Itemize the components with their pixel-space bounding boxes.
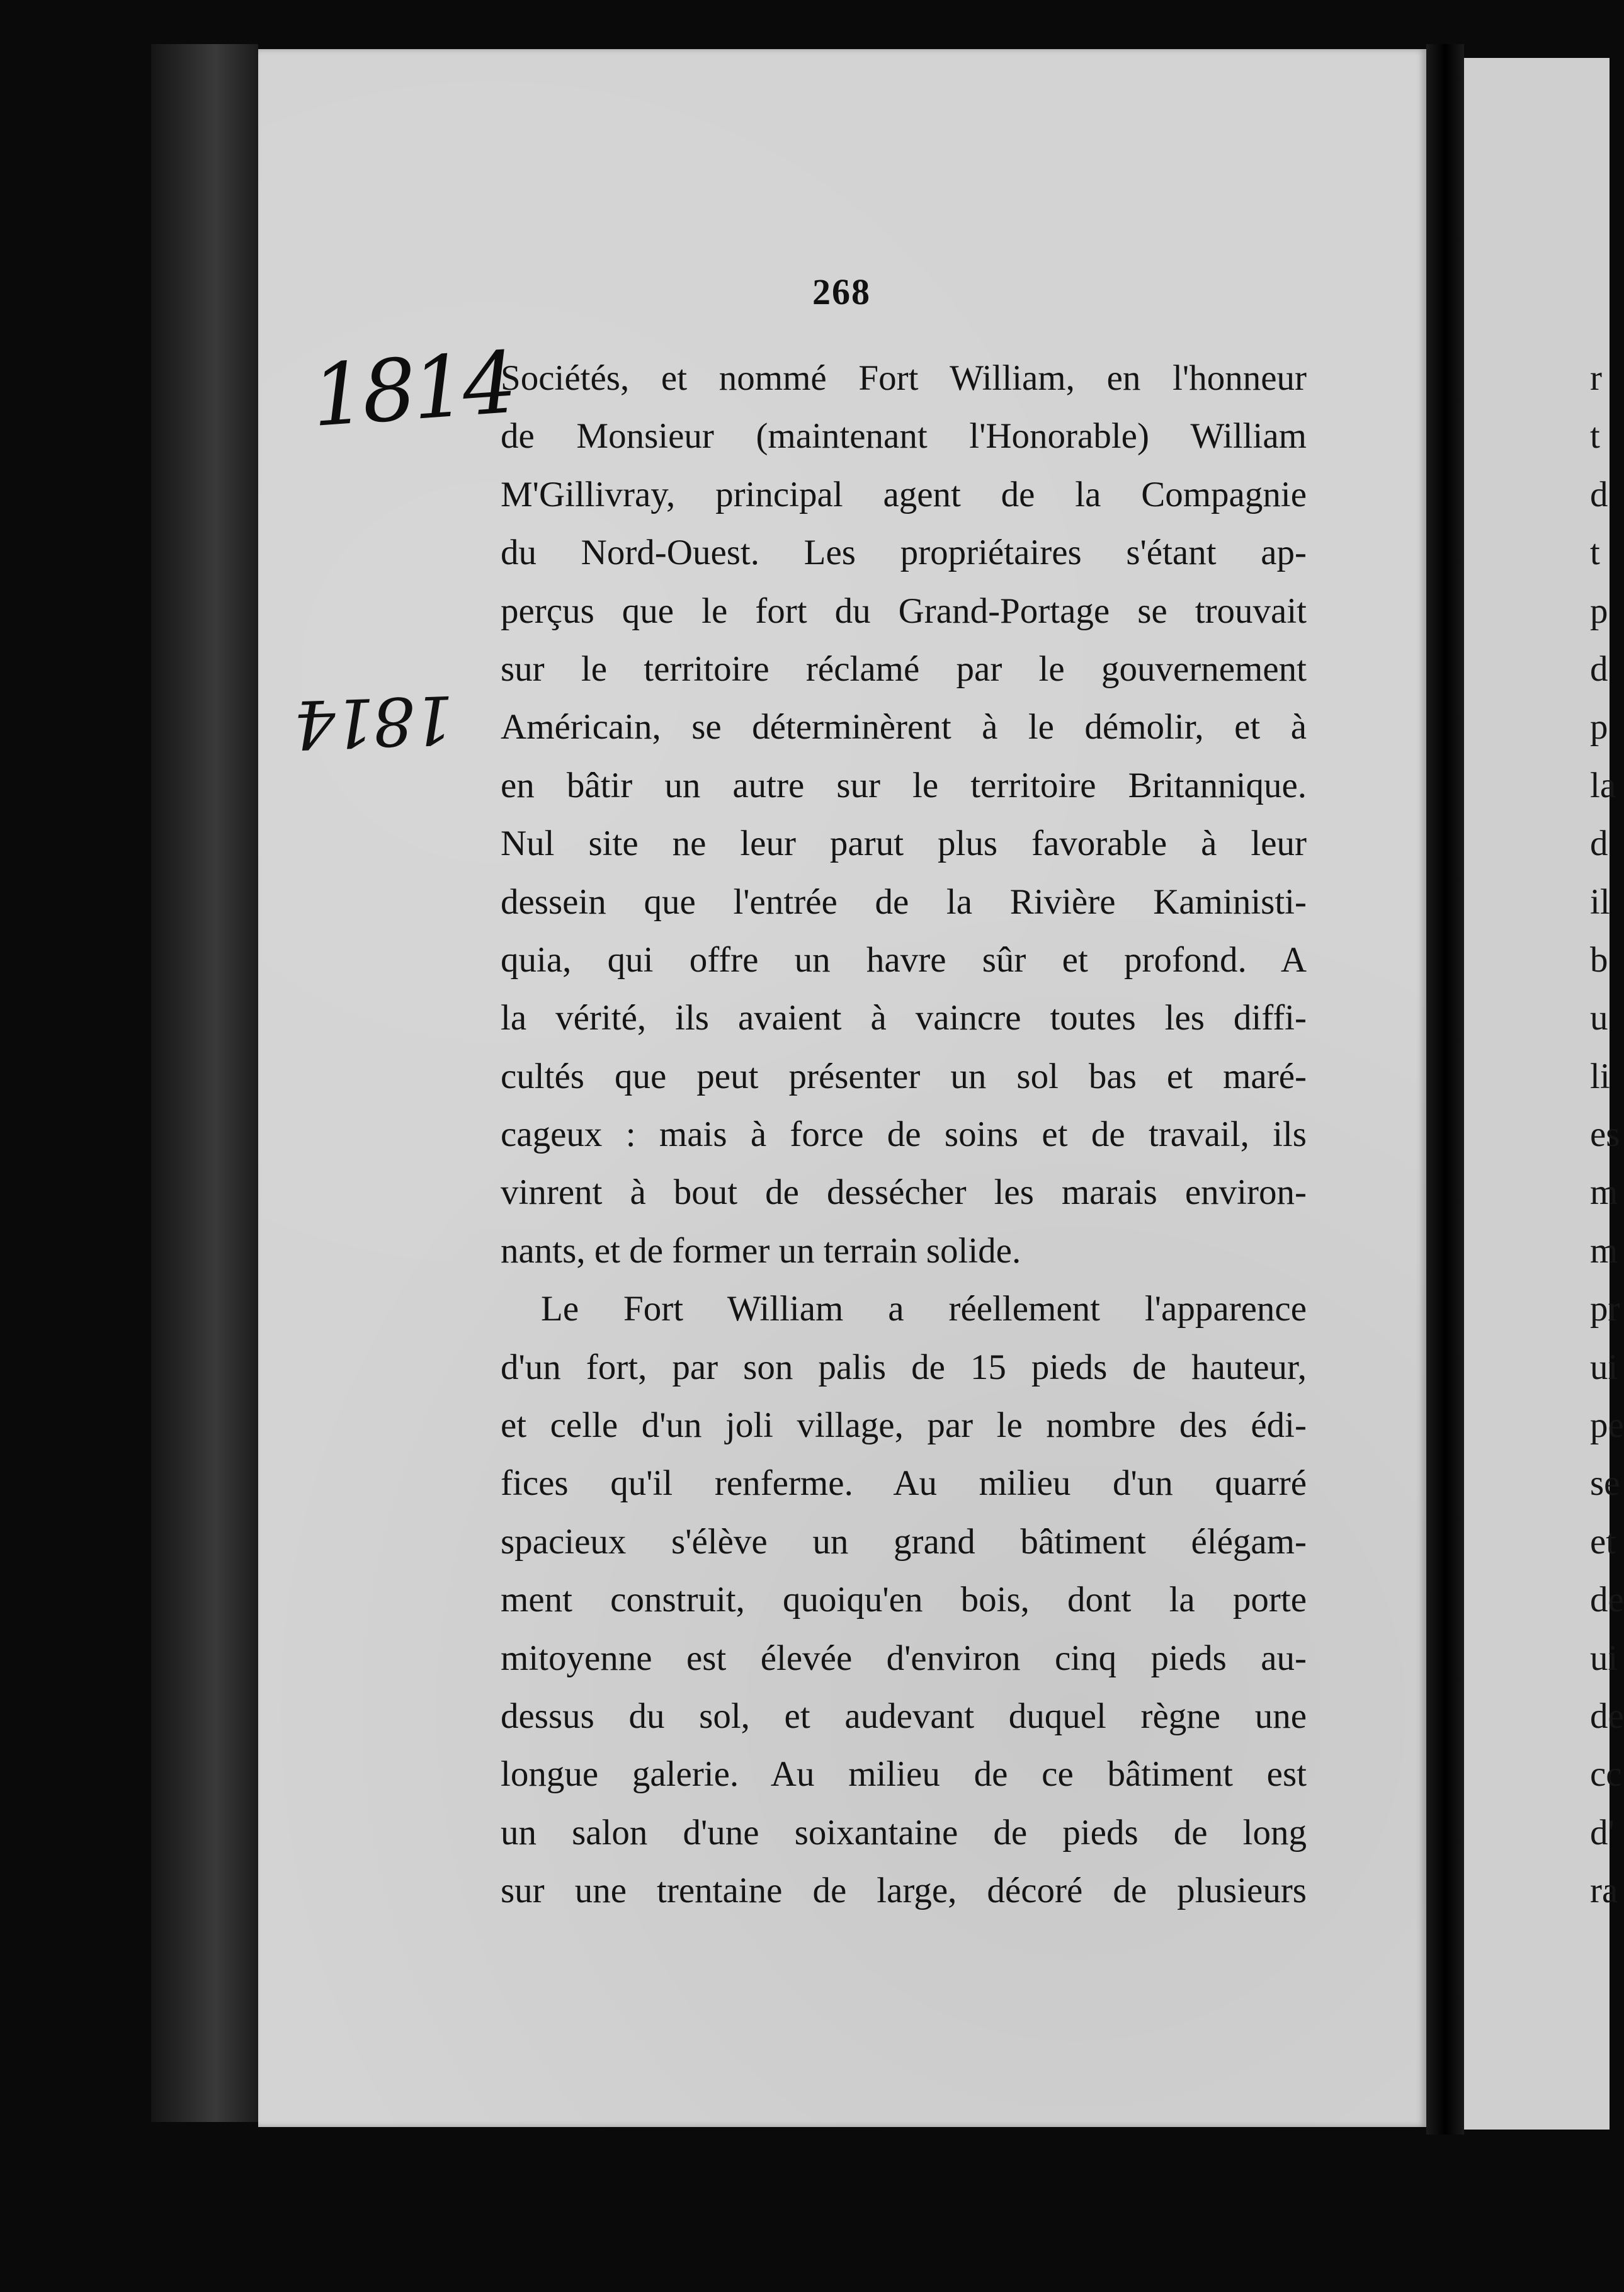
fragment: cc	[1590, 1754, 1622, 1795]
fragment: d'	[1590, 1812, 1615, 1852]
fragment: et	[1590, 1521, 1616, 1562]
fragment: la	[1590, 765, 1616, 805]
fragment: ra	[1590, 1871, 1618, 1911]
text-line: cageux : mais à force de soins et de travail, ils	[501, 1115, 1307, 1155]
book-page-right-partial	[1464, 58, 1610, 2130]
fragment: d	[1590, 824, 1608, 864]
handwritten-margin-note-bleed: 1814	[294, 680, 456, 763]
book-spine-edge	[151, 44, 258, 2122]
fragment: d	[1590, 649, 1608, 689]
text-line: dessus du sol, et audevant duquel règne une	[501, 1696, 1307, 1736]
text-line: quia, qui offre un havre sûr et profond. A	[501, 939, 1307, 980]
text-line: Le Fort William a réellement l'apparence	[541, 1289, 1307, 1329]
text-line: cultés que peut présenter un sol bas et maré-	[501, 1056, 1307, 1096]
fragment: ui	[1590, 1638, 1618, 1678]
text-line: d'un fort, par son palis de 15 pieds de hauteur,	[501, 1347, 1307, 1387]
fragment: pe	[1590, 1405, 1624, 1446]
fragment: p	[1590, 707, 1608, 747]
text-line: dessein que l'entrée de la Rivière Kaministi-	[501, 882, 1307, 922]
text-line: du Nord-Ouest. Les propriétaires s'étant ap-	[501, 533, 1307, 573]
text-line: et celle d'un joli village, par le nombre des édi-	[501, 1405, 1307, 1446]
text-line: de Monsieur (maintenant l'Honorable) William	[501, 416, 1307, 457]
text-line: un salon d'une soixantaine de pieds de long	[501, 1812, 1307, 1852]
text-line: perçus que le fort du Grand-Portage se trouvait	[501, 591, 1307, 631]
fragment: pr	[1590, 1289, 1620, 1329]
fragment: ui	[1590, 1347, 1618, 1387]
fragment: de	[1590, 1580, 1624, 1620]
fragment: de	[1590, 1696, 1624, 1736]
fragment: p	[1590, 591, 1608, 631]
handwritten-margin-note: 1814	[308, 333, 516, 446]
fragment: es	[1590, 1115, 1620, 1155]
text-line: mitoyenne est élevée d'environ cinq pieds au-	[501, 1638, 1307, 1678]
text-line: ment construit, quoiqu'en bois, dont la porte	[501, 1580, 1307, 1620]
fragment: se	[1590, 1463, 1620, 1504]
text-line: vinrent à bout de dessécher les marais environ-	[501, 1172, 1307, 1213]
text-line: fices qu'il renferme. Au milieu d'un quarré	[501, 1463, 1307, 1504]
body-text	[501, 349, 1307, 1920]
fragment: d	[1590, 474, 1608, 514]
text-line: nants, et de former un terrain solide.	[501, 1230, 1021, 1271]
fragment: il	[1590, 882, 1610, 922]
fragment: li	[1590, 1056, 1610, 1096]
text-line: Nul site ne leur parut plus favorable à leur	[501, 824, 1307, 864]
text-line: sur le territoire réclamé par le gouvernement	[501, 649, 1307, 689]
page-number: 268	[812, 271, 871, 312]
text-line: en bâtir un autre sur le territoire Britannique.	[501, 765, 1307, 805]
book-gutter	[1426, 44, 1464, 2135]
fragment: r	[1590, 358, 1602, 398]
text-line: sur une trentaine de large, décoré de plusieurs	[501, 1871, 1307, 1911]
text-line: Américain, se déterminèrent à le démolir, et à	[501, 707, 1307, 747]
text-line: Sociétés, et nommé Fort William, en l'honneur	[501, 358, 1307, 398]
facing-page-fragments	[1590, 349, 1624, 1920]
fragment: m	[1590, 1230, 1618, 1271]
fragment: t	[1590, 416, 1600, 457]
text-line: la vérité, ils avaient à vaincre toutes les diffi-	[501, 998, 1307, 1038]
text-line: M'Gillivray, principal agent de la Compagnie	[501, 474, 1307, 514]
fragment: m	[1590, 1172, 1618, 1213]
text-line: longue galerie. Au milieu de ce bâtiment est	[501, 1754, 1307, 1795]
fragment: t	[1590, 533, 1600, 573]
fragment: b	[1590, 939, 1608, 980]
text-line: spacieux s'élève un grand bâtiment élégam-	[501, 1521, 1307, 1562]
fragment: u	[1590, 998, 1608, 1038]
